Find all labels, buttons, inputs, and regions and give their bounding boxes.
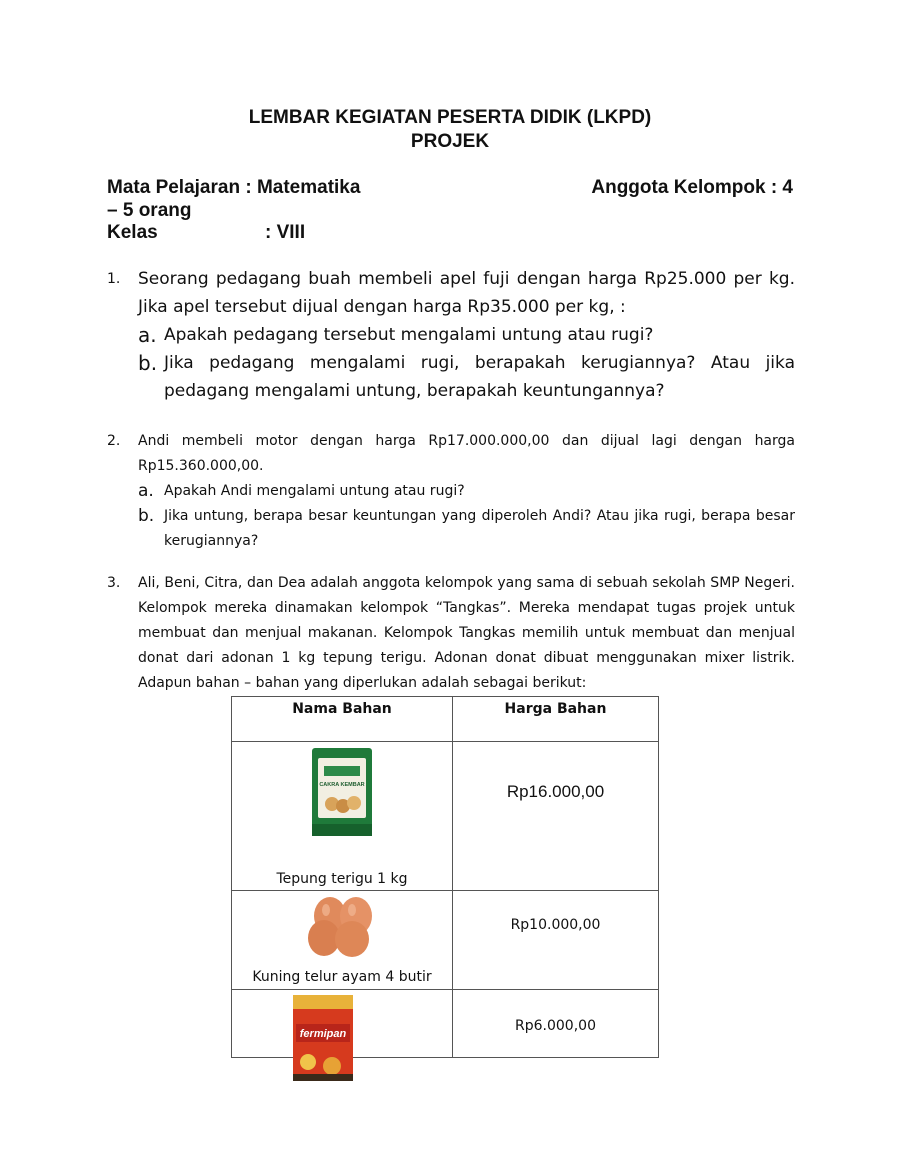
question-3-text: Ali, Beni, Citra, dan Dea adalah anggota kelompok yang sama di sebuah sekolah SMP Negeri. Kelompok mereka dinamakan kelompok “Tangkas”. Mereka mendapat tugas projek untuk membuat dan menjual makanan. Kelompok Tangkas memilih untuk membuat dan menjual donat dari adonan 1 kg tepung terigu. Adonan donat dibuat menggunakan mixer listrik. Adapun bahan – bahan yang diperlukan adalah sebagai berikut:	[138, 575, 795, 691]
class-value: : VIII	[265, 222, 306, 243]
ingredient-name: Kuning telur ayam 4 butir	[252, 969, 432, 985]
ingredient-price: Rp16.000,00	[453, 742, 659, 891]
sub-letter: b.	[138, 506, 155, 526]
sub-letter: a.	[138, 323, 157, 347]
question-2	[107, 429, 795, 554]
question-1-text: Seorang pedagang buah membeli apel fuji dengan harga Rp25.000 per kg. Jika apel tersebut dijual dengan harga Rp35.000 per kg, :	[138, 269, 795, 317]
table-row	[232, 990, 659, 1058]
group-members-label: Anggota Kelompok : 4	[591, 177, 793, 198]
title-line-1: LEMBAR KEGIATAN PESERTA DIDIK (LKPD)	[248, 107, 652, 128]
ingredient-cell	[232, 990, 453, 1058]
flour-package-label: CAKRA KEMBAR	[319, 782, 365, 788]
ingredient-price: Rp10.000,00	[453, 891, 659, 990]
ingredients-table	[231, 696, 659, 1058]
group-members-continued: – 5 orang	[107, 200, 192, 221]
subject-label: Mata Pelajaran : Matematika	[107, 177, 361, 198]
question-2-sub-a	[138, 479, 795, 504]
sub-text: Apakah pedagang tersebut mengalami untung atau rugi?	[164, 325, 654, 345]
yeast-package-image	[292, 994, 354, 1082]
sub-text: Apakah Andi mengalami untung atau rugi?	[164, 483, 465, 499]
ingredient-name: Tepung terigu 1 kg	[276, 871, 408, 887]
question-2-text: Andi membeli motor dengan harga Rp17.000.000,00 dan dijual lagi dengan harga Rp15.360.000,00.	[138, 433, 795, 474]
column-header-name: Nama Bahan	[232, 697, 453, 742]
question-1-number: 1.	[107, 271, 121, 287]
column-header-price: Harga Bahan	[453, 697, 659, 742]
title-line-2: PROJEK	[410, 131, 490, 152]
eggs-image	[302, 894, 382, 958]
table-row	[232, 742, 659, 891]
question-2-sub-b	[138, 504, 795, 554]
ingredient-price: Rp6.000,00	[453, 990, 659, 1058]
question-3	[107, 571, 795, 696]
question-1-sub-b	[138, 349, 795, 405]
yeast-package-label: fermipan	[299, 1028, 347, 1040]
ingredient-cell	[232, 891, 453, 990]
sub-text: Jika untung, berapa besar keuntungan yang diperoleh Andi? Atau jika rugi, berapa besar kerugiannya?	[164, 508, 795, 549]
question-3-number: 3.	[107, 575, 121, 591]
question-1-sub-a	[138, 321, 795, 349]
table-row	[232, 891, 659, 990]
sub-letter: a.	[138, 481, 154, 501]
flour-package-image	[310, 746, 374, 838]
sub-letter: b.	[138, 351, 158, 375]
question-1	[107, 265, 795, 405]
class-label: Kelas	[107, 222, 158, 243]
question-2-number: 2.	[107, 433, 121, 449]
sub-text: Jika pedagang mengalami rugi, berapakah kerugiannya? Atau jika pedagang mengalami untung, berapakah keuntungannya?	[164, 353, 795, 401]
table-header-row	[232, 697, 659, 742]
ingredient-cell	[232, 742, 453, 891]
